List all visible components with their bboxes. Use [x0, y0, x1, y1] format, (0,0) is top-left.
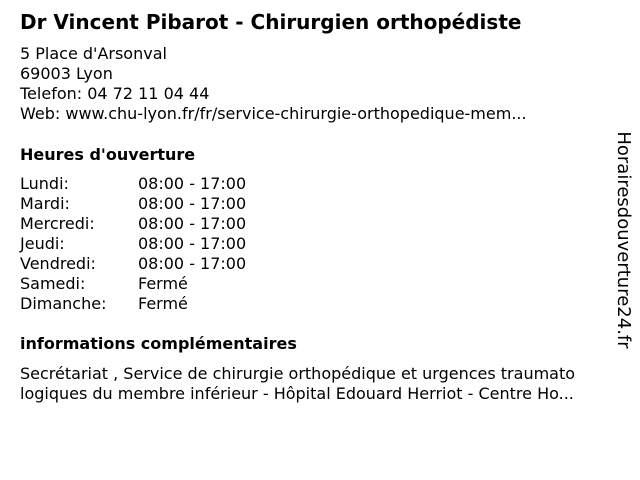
info-line-1: Secrétariat , Service de chirurgie orthopédique et urgences traumato	[20, 364, 576, 383]
hours-row-saturday	[20, 274, 246, 294]
day-label: Mardi:	[20, 194, 70, 213]
time-value: 08:00 - 17:00	[138, 194, 247, 213]
additional-info-text	[20, 364, 630, 404]
opening-hours-heading: Heures d'ouverture	[20, 145, 196, 164]
city-postal: 69003 Lyon	[20, 64, 113, 83]
day-label: Mercredi:	[20, 214, 95, 233]
hours-row-tuesday	[20, 194, 246, 214]
site-watermark: Horairesdouverture24.fr	[613, 131, 634, 349]
day-label: Jeudi:	[20, 234, 65, 253]
day-label: Vendredi:	[20, 254, 96, 273]
street-address: 5 Place d'Arsonval	[20, 44, 167, 63]
opening-hours-table	[20, 174, 246, 314]
day-label: Lundi:	[20, 174, 69, 193]
info-line-2: logiques du membre inférieur - Hôpital Edouard Herriot - Centre Ho...	[20, 384, 574, 403]
hours-row-thursday	[20, 234, 246, 254]
website-link[interactable]: Web: www.chu-lyon.fr/fr/service-chirurgie-orthopedique-mem...	[20, 104, 527, 123]
time-value: Fermé	[138, 274, 188, 293]
time-value: 08:00 - 17:00	[138, 234, 247, 253]
address-block	[20, 44, 527, 124]
hours-row-friday	[20, 254, 246, 274]
additional-info-heading: informations complémentaires	[20, 334, 297, 353]
time-value: Fermé	[138, 294, 188, 313]
day-label: Dimanche:	[20, 294, 107, 313]
time-value: 08:00 - 17:00	[138, 174, 247, 193]
time-value: 08:00 - 17:00	[138, 254, 247, 273]
hours-row-wednesday	[20, 214, 246, 234]
day-label: Samedi:	[20, 274, 86, 293]
phone-number: Telefon: 04 72 11 04 44	[20, 84, 210, 103]
page-title: Dr Vincent Pibarot - Chirurgien orthopédiste	[20, 10, 522, 34]
hours-row-sunday	[20, 294, 246, 314]
hours-row-monday	[20, 174, 246, 194]
time-value: 08:00 - 17:00	[138, 214, 247, 233]
